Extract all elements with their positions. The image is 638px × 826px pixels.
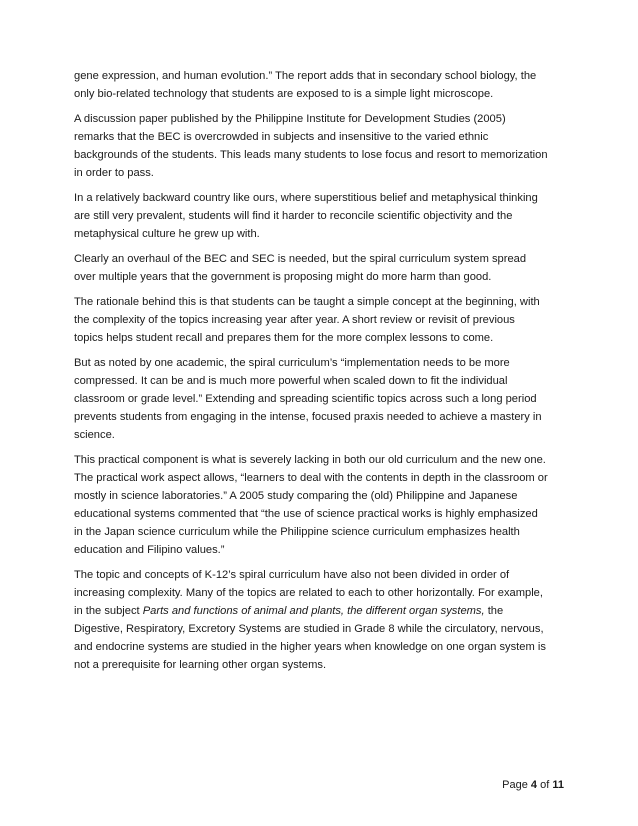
text-line: in order to pass.	[74, 167, 154, 179]
text-line: educational systems commented that “the use of science practical works is highly emphasized	[74, 508, 538, 520]
text-line: are still very prevalent, students will find it harder to reconcile scientific objectivity and the	[74, 210, 513, 222]
total-pages-number: 11	[552, 779, 564, 791]
text-line: mostly in science laboratories.” A 2005 study comparing the (old) Philippine and Japanese	[74, 490, 518, 502]
current-page-number: 4	[530, 779, 538, 791]
page-number-footer	[502, 778, 564, 792]
text-line: gene expression, and human evolution.” The report adds that in secondary school biology, the	[74, 70, 537, 82]
text-line: in the Japan science curriculum while the Philippine science curriculum emphasizes health	[74, 526, 520, 538]
text-line: over multiple years that the government is proposing might do more harm than good.	[74, 271, 492, 283]
paragraph-7	[74, 451, 574, 559]
text-line: This practical component is what is severely lacking in both our old curriculum and the new one.	[74, 454, 546, 466]
text-line: education and Filipino values.”	[74, 544, 225, 556]
paragraph-2	[74, 110, 574, 182]
of-label: of	[540, 779, 550, 791]
text-line: In a relatively backward country like ours, where superstitious belief and metaphysical thinking	[74, 192, 538, 204]
text-line: classroom or grade level.” Extending and spreading scientific topics across such a long period	[74, 393, 537, 405]
text-line: remarks that the BEC is overcrowded in subjects and insensitive to the varied ethnic	[74, 131, 489, 143]
paragraph-8	[74, 566, 574, 674]
paragraph-6	[74, 354, 574, 444]
text-line: metaphysical culture he grew up with.	[74, 228, 260, 240]
text-line: compressed. It can be and is much more powerful when scaled down to fit the individual	[74, 375, 508, 387]
text-line: The topic and concepts of K-12’s spiral curriculum have also not been divided in order of	[74, 569, 510, 581]
text-line: Digestive, Respiratory, Excretory Systems are studied in Grade 8 while the circulatory, nervous,	[74, 623, 544, 635]
text-line: backgrounds of the students. This leads many students to lose focus and resort to memorization	[74, 149, 548, 161]
page-label: Page	[502, 779, 528, 791]
text-line: The rationale behind this is that students can be taught a simple concept at the beginning, with	[74, 296, 540, 308]
text-line: prevents students from engaging in the intense, focused praxis needed to achieve a mastery in	[74, 411, 542, 423]
text-line: not a prerequisite for learning other organ systems.	[74, 659, 327, 671]
text-line: only bio-related technology that students are exposed to is a simple light microscope.	[74, 88, 494, 100]
text-line: topics helps student recall and prepares them for the more complex lessons to come.	[74, 332, 494, 344]
text-line: increasing complexity. Many of the topics are related to each to other horizontally. For example,	[74, 587, 543, 599]
text-line: science.	[74, 429, 115, 441]
document-body	[74, 67, 574, 681]
text-run: in the subject	[74, 605, 143, 617]
text-line: the complexity of the topics increasing year after year. A short review or revisit of previous	[74, 314, 515, 326]
text-run: the	[484, 605, 504, 617]
text-line: Clearly an overhaul of the BEC and SEC is needed, but the spiral curriculum system spread	[74, 253, 527, 265]
text-line: But as noted by one academic, the spiral curriculum’s “implementation needs to be more	[74, 357, 510, 369]
italic-subject-title: Parts and functions of animal and plants, the different organ systems,	[142, 605, 485, 617]
text-line-with-italic	[74, 602, 574, 620]
paragraph-1	[74, 67, 574, 103]
paragraph-5	[74, 293, 574, 347]
paragraph-4	[74, 250, 574, 286]
paragraph-3	[74, 189, 574, 243]
text-line: The practical work aspect allows, “learners to deal with the contents in depth in the classroom or	[74, 472, 548, 484]
text-line: and endocrine systems are studied in the higher years when knowledge on one organ system is	[74, 641, 546, 653]
text-line: A discussion paper published by the Philippine Institute for Development Studies (2005)	[74, 113, 506, 125]
